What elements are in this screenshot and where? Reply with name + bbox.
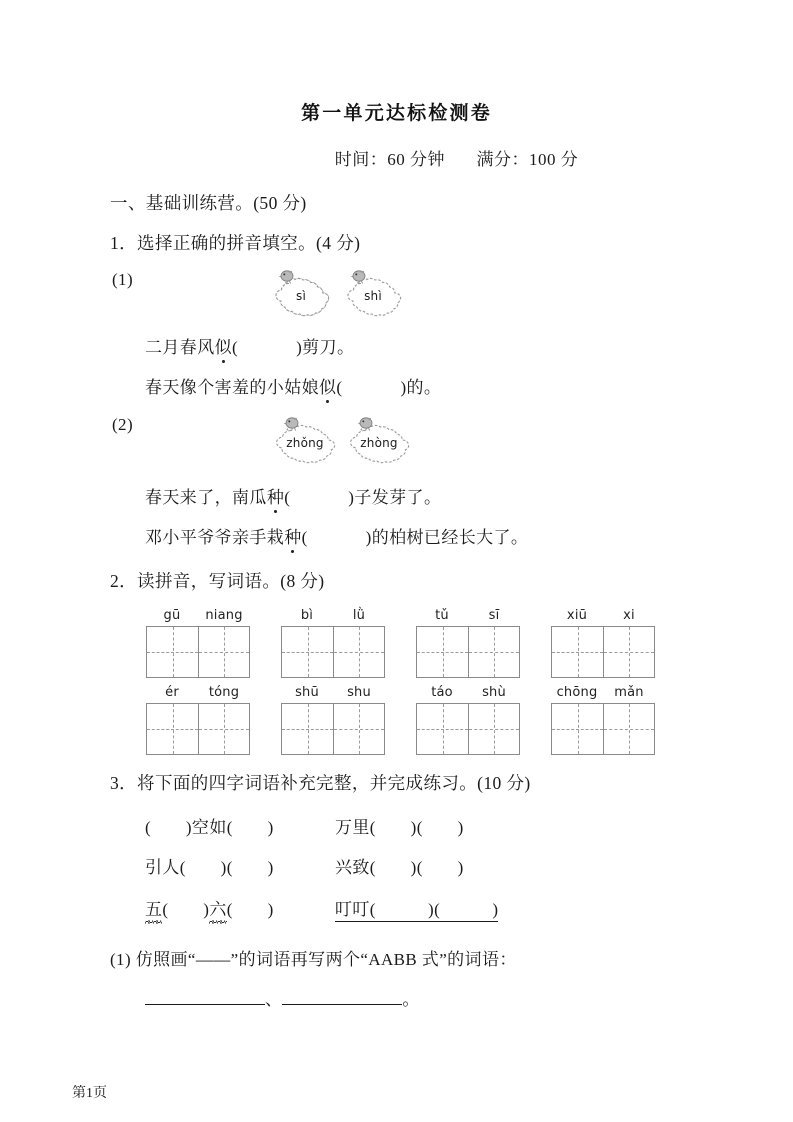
emphasis-char: 种 (284, 523, 301, 548)
cloud-bubble-text: zhǒng (286, 436, 324, 451)
pinyin-syllable: sī (488, 608, 500, 623)
pinyin-syllable: gū (163, 608, 181, 623)
pinyin-syllable: shū (295, 685, 319, 700)
grid-cell[interactable] (468, 704, 519, 754)
cloud-bubble-text: shì (364, 289, 382, 304)
pinyin-syllable: mǎn (614, 685, 644, 700)
grid-cell[interactable] (282, 627, 333, 677)
grid-cell[interactable] (147, 627, 198, 677)
grid-cell[interactable] (282, 704, 333, 754)
solid-underlined-idiom[interactable]: 叮叮( )( ) (335, 895, 498, 922)
grid-cell[interactable] (603, 704, 654, 754)
grid-cell[interactable] (198, 627, 249, 677)
grid-pinyin-2 (281, 608, 385, 623)
sentence-text-after: 子发芽了。 (354, 488, 442, 507)
sentence-text-after: 剪刀。 (302, 338, 355, 357)
exam-time-label: 时间：60 分钟 (334, 150, 445, 169)
grid-cell[interactable] (417, 627, 468, 677)
writing-grid-4 (551, 608, 655, 678)
grid-cell[interactable] (468, 627, 519, 677)
cloud-bubble-text: sì (296, 289, 306, 304)
idiom-row-3-left[interactable] (145, 895, 274, 920)
tianzige-grid[interactable] (146, 703, 250, 755)
writing-grid-8 (551, 685, 655, 755)
grid-pinyin-5 (146, 685, 250, 700)
exam-score-label: 满分：100 分 (476, 150, 579, 169)
question-1-sub-1-sentence-2: 春天像个害羞的小姑娘似( )的。 (145, 373, 441, 398)
tianzige-grid[interactable] (146, 626, 250, 678)
pinyin-syllable: lǜ (352, 608, 366, 623)
cloud-bubble-icon[interactable] (272, 413, 338, 471)
grid-pinyin-1 (146, 608, 250, 623)
section-one-heading: 一、基础训练营。(50 分) (110, 193, 307, 213)
grid-cell[interactable] (198, 704, 249, 754)
idiom-blank[interactable]: ( ) (226, 900, 274, 919)
question-1-sub-2-sentence-2: 邓小平爷爷亲手栽种( )的柏树已经长大了。 (145, 523, 528, 548)
sentence-text-before: 二月春风 (145, 338, 215, 357)
idiom-blank[interactable]: ( ) (162, 900, 210, 919)
grid-pinyin-7 (416, 685, 520, 700)
question-1-sub-2-options (272, 413, 412, 471)
tianzige-grid[interactable] (551, 626, 655, 678)
question-1-sub-2-label: (2) (112, 415, 134, 434)
idiom-row-3-right[interactable] (335, 895, 498, 922)
grid-cell[interactable] (333, 627, 384, 677)
answer-blank-1[interactable] (145, 987, 265, 1005)
sentence-text-before: 春天来了，南瓜 (145, 488, 267, 507)
page-footer: 第1页 (72, 1086, 107, 1101)
tianzige-grid[interactable] (281, 703, 385, 755)
page-title: 第一单元达标检测卷 (301, 102, 492, 124)
pinyin-syllable: xiū (566, 608, 588, 623)
tianzige-grid[interactable] (416, 626, 520, 678)
emphasis-char: 种 (267, 483, 284, 508)
pinyin-syllable: bì (300, 608, 314, 623)
idiom-row-2-right[interactable]: 兴致( )( ) (335, 858, 464, 877)
grid-cell[interactable] (603, 627, 654, 677)
pinyin-syllable: táo (431, 685, 453, 700)
grid-cell[interactable] (333, 704, 384, 754)
idiom-row-1-left[interactable]: ( )空如( ) (145, 818, 274, 837)
wavy-underlined-char: 六 (209, 895, 226, 920)
grid-pinyin-4 (551, 608, 655, 623)
tianzige-grid[interactable] (281, 626, 385, 678)
tianzige-grid[interactable] (416, 703, 520, 755)
question-3-sub-1-prompt: 仿照画“——”的词语再写两个“AABB 式”的词语： (135, 950, 517, 969)
sentence-text-after: 的柏树已经长大了。 (371, 528, 529, 547)
pinyin-syllable: niang (205, 608, 243, 623)
pinyin-syllable: tǔ (435, 608, 449, 623)
answer-blank-2[interactable] (282, 987, 402, 1005)
question-1-sub-1-sentence-1: 二月春风似( )剪刀。 (145, 333, 354, 358)
pinyin-syllable: xi (623, 608, 635, 623)
grid-cell[interactable] (552, 627, 603, 677)
question-3-sub-1-label: (1) (110, 950, 132, 969)
question-1-sub-2-sentence-1: 春天来了，南瓜种( )子发芽了。 (145, 483, 441, 508)
writing-grid-3 (416, 608, 520, 678)
exam-meta (0, 145, 793, 170)
writing-grid-7 (416, 685, 520, 755)
grid-cell[interactable] (552, 704, 603, 754)
pinyin-syllable: shù (482, 685, 506, 700)
grid-pinyin-3 (416, 608, 520, 623)
idiom-row-1-right[interactable]: 万里( )( ) (335, 818, 464, 837)
question-1-sub-1-options (272, 266, 402, 324)
cloud-bubble-text: zhòng (360, 436, 398, 451)
emphasis-char: 似 (215, 333, 232, 358)
sentence-text-before: 邓小平爷爷亲手栽 (145, 528, 285, 547)
writing-grid-5 (146, 685, 250, 755)
writing-grid-6 (281, 685, 385, 755)
grid-cell[interactable] (147, 704, 198, 754)
grid-pinyin-6 (281, 685, 385, 700)
idiom-row-2-left[interactable]: 引人( )( ) (145, 858, 274, 877)
pinyin-syllable: tóng (208, 685, 240, 700)
answer-separator: 、 (265, 990, 283, 1009)
question-3-heading: 3．将下面的四字词语补充完整，并完成练习。(10 分) (110, 773, 531, 793)
question-2-heading: 2．读拼音，写词语。(8 分) (110, 571, 325, 591)
writing-grid-2 (281, 608, 385, 678)
question-1-sub-1-label: (1) (112, 270, 134, 289)
pinyin-syllable: chōng (556, 685, 598, 700)
answer-end: 。 (402, 990, 420, 1009)
cloud-bubble-icon[interactable] (344, 266, 402, 324)
emphasis-char: 似 (319, 373, 336, 398)
writing-grid-1 (146, 608, 250, 678)
grid-pinyin-8 (551, 685, 655, 700)
tianzige-grid[interactable] (551, 703, 655, 755)
sentence-text-after: 的。 (406, 378, 442, 397)
sentence-text-before: 春天像个害羞的小姑娘 (145, 378, 319, 397)
question-3-sub-1-answer-line (145, 985, 420, 1010)
question-1-heading: 1．选择正确的拼音填空。(4 分) (110, 233, 361, 253)
pinyin-syllable: ér (165, 685, 179, 700)
cloud-bubble-icon[interactable] (346, 413, 412, 471)
cloud-bubble-icon[interactable] (272, 266, 330, 324)
pinyin-syllable: shu (347, 685, 371, 700)
grid-cell[interactable] (417, 704, 468, 754)
wavy-underlined-char: 五 (145, 895, 162, 920)
question-3-sub-1 (110, 945, 517, 970)
